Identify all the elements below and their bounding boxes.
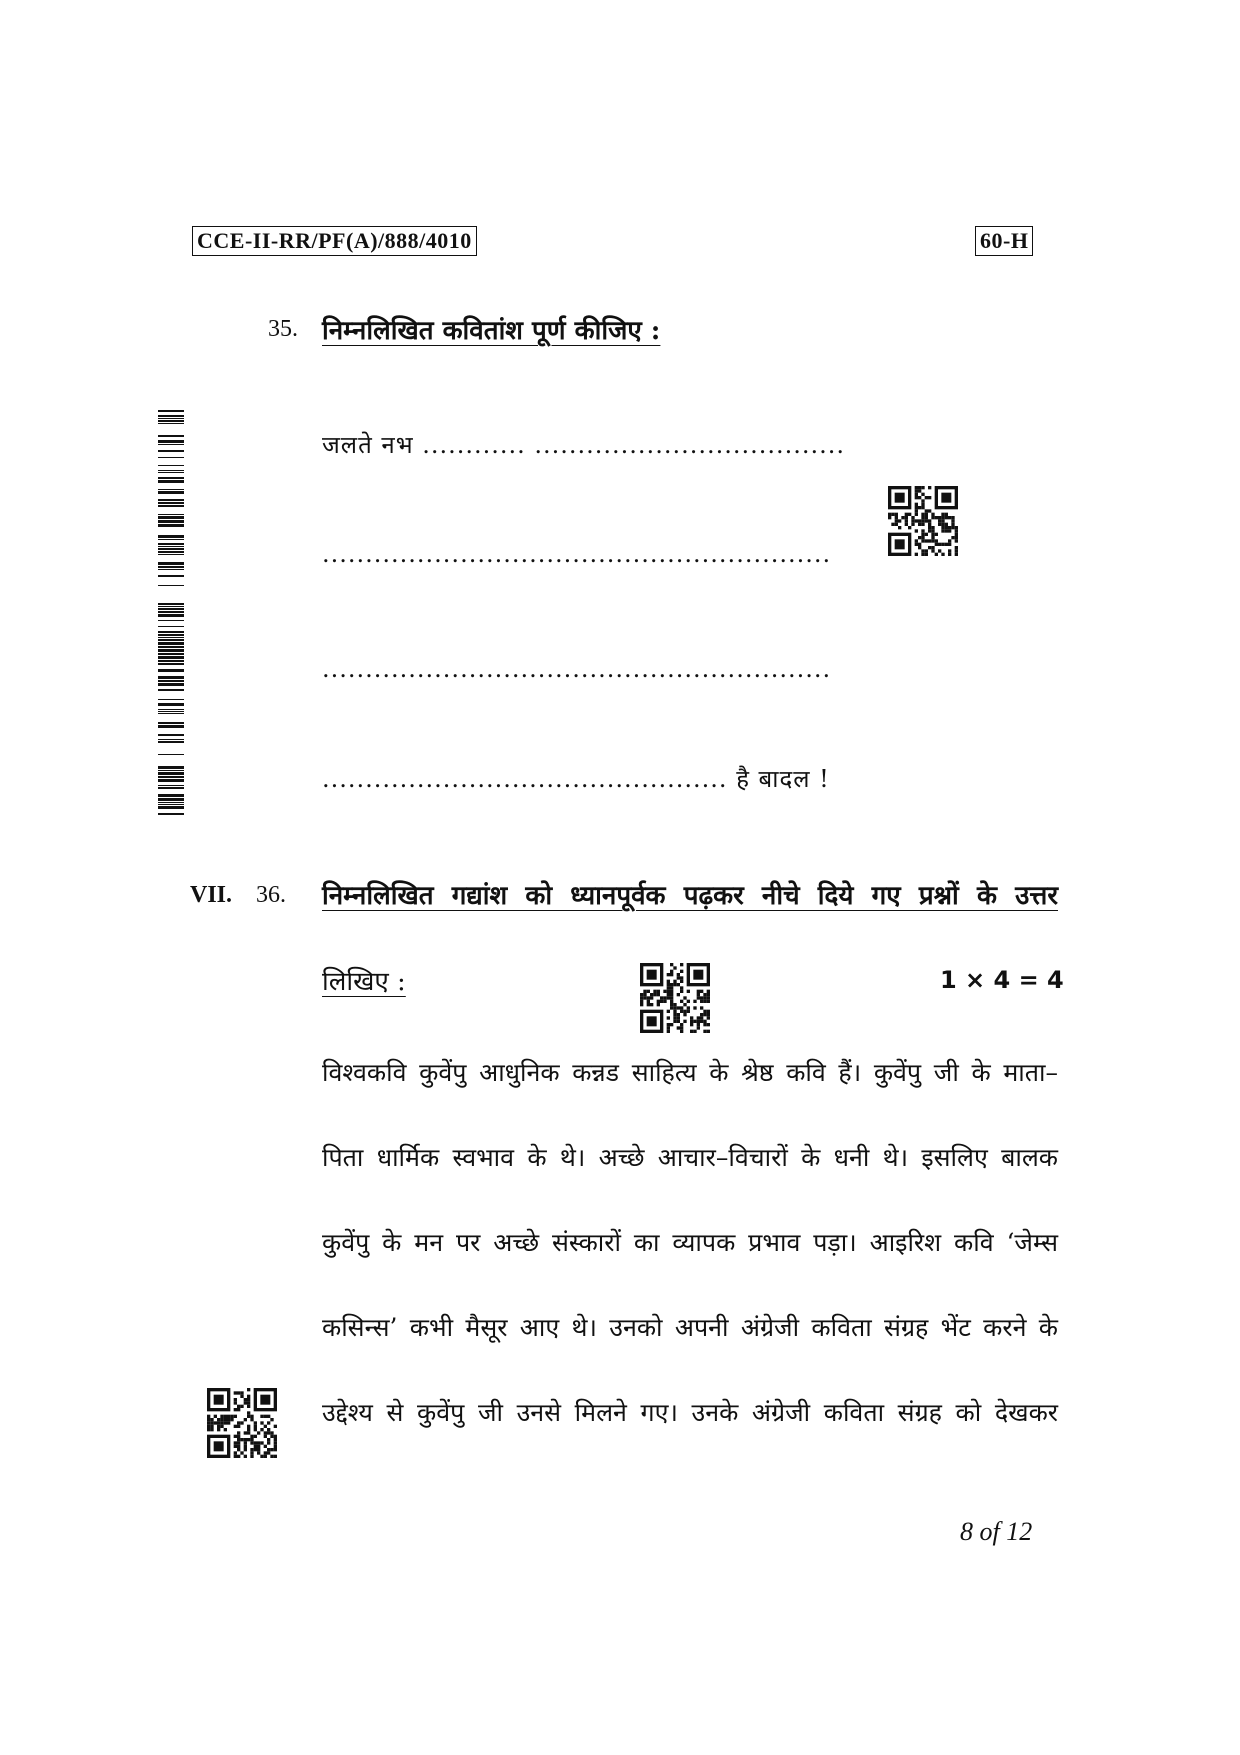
poem-line-4: ............................................... है बादल ! [322,765,830,793]
barcode-image [158,410,184,815]
passage-line: कसिन्स’ कभी मैसूर आए थे। उनको अपनी अंग्रेजी कविता संग्रह भेंट करने के [322,1313,1058,1342]
qr-code-image [207,1388,277,1458]
poem-line-1: जलते नभ ............ .................................... [322,431,846,459]
passage-line: उद्देश्य से कुवेंपु जी उनसे मिलने गए। उनके अंग्रेजी कविता संग्रह को देखकर [322,1398,1058,1427]
set-code: 60-H [975,226,1033,256]
paper-code: CCE-II-RR/PF(A)/888/4010 [192,226,477,256]
qr-code-image [640,963,710,1033]
marks-label: 1 × 4 = 4 [940,966,1064,994]
poem-line-3: ........................................................... [322,655,832,683]
qr-code-image [888,486,958,556]
question-36-number: 36. [256,882,286,908]
poem-line-2: ........................................................... [322,540,832,568]
section-number: VII. [190,882,233,908]
passage-line: पिता धार्मिक स्वभाव के थे। अच्छे आचार–विचारों के धनी थे। इसलिए बालक [322,1143,1058,1172]
question-36-instruction-cont: लिखिए : [322,967,406,997]
passage [322,1030,1058,1455]
passage-line: कुवेंपु के मन पर अच्छे संस्कारों का व्यापक प्रभाव पड़ा। आइरिश कवि ‘जेम्स [322,1228,1058,1257]
passage-line: विश्वकवि कुवेंपु आधुनिक कन्नड साहित्य के श्रेष्ठ कवि हैं। कुवेंपु जी के माता– [322,1058,1058,1087]
page-number: 8 of 12 [960,1517,1033,1546]
question-35-instruction: निम्नलिखित कवितांश पूर्ण कीजिए : [322,316,661,346]
question-36-instruction: निम्नलिखित गद्यांश को ध्यानपूर्वक पढ़कर नीचे दिये गए प्रश्नों के उत्तर [322,881,1058,911]
question-35-number: 35. [268,316,298,342]
